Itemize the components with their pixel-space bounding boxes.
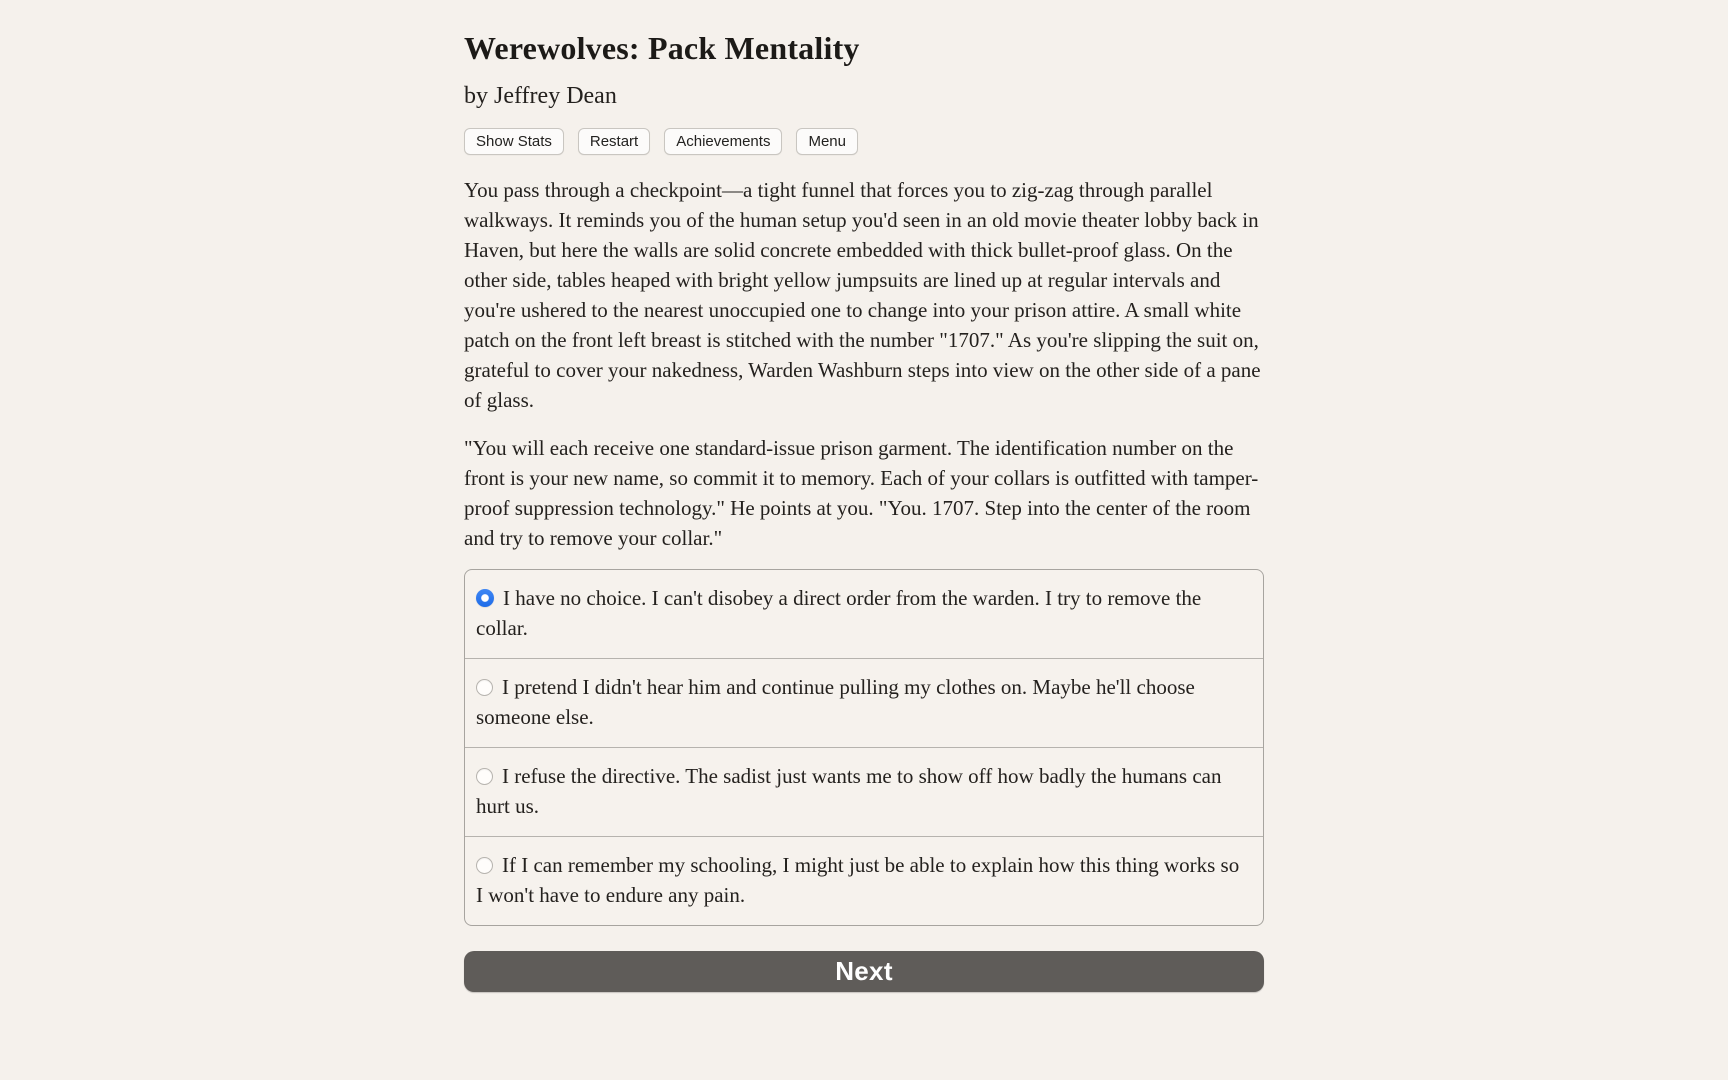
game-content [464, 0, 1264, 992]
menu-button[interactable]: Menu [796, 128, 858, 155]
story-paragraph-2: "You will each receive one standard-issue prison garment. The identification number on the front is your new name, so commit it to memory. Each of your collars is outfitted with tamper-proof suppression technology." He points at you. "You. 1707. Step into the center of the room and try to remove your collar." [464, 436, 1259, 550]
radio-button-icon[interactable] [476, 768, 493, 785]
story-paragraph-1: You pass through a checkpoint—a tight funnel that forces you to zig-zag through parallel walkways. It reminds you of the human setup you'd seen in an old movie theater lobby back in Haven, but here the walls are solid concrete embedded with thick bullet-proof glass. On the other side, tables heaped with bright yellow jumpsuits are lined up at regular intervals and you're ushered to the nearest unoccupied one to change into your prison attire. A small white patch on the front left breast is stitched with the number "1707." As you're slipping the suit on, grateful to cover your nakedness, Warden Washburn steps into view on the other side of a pane of glass. [464, 178, 1261, 412]
toolbar [464, 128, 1264, 155]
author-byline: by Jeffrey Dean [464, 83, 617, 109]
choice-label: I have no choice. I can't disobey a direct order from the warden. I try to remove the collar. [476, 586, 1202, 640]
choice-label: If I can remember my schooling, I might just be able to explain how this thing works so I won't have to endure any pain. [476, 853, 1240, 907]
page-title: Werewolves: Pack Mentality [464, 30, 860, 66]
next-button[interactable] [464, 951, 1264, 992]
restart-button[interactable]: Restart [578, 128, 650, 155]
radio-button-icon[interactable] [476, 679, 493, 696]
next-button-label: Next [835, 956, 893, 986]
show-stats-button[interactable]: Show Stats [464, 128, 564, 155]
radio-button-icon[interactable] [476, 857, 493, 874]
achievements-button[interactable]: Achievements [664, 128, 782, 155]
choice-option-4[interactable] [465, 836, 1263, 925]
choice-group [464, 569, 1264, 926]
choice-label: I refuse the directive. The sadist just wants me to show off how badly the humans can hurt us. [476, 764, 1222, 818]
radio-button-icon[interactable] [476, 589, 494, 607]
choice-option-3[interactable] [465, 747, 1263, 836]
choice-label: I pretend I didn't hear him and continue pulling my clothes on. Maybe he'll choose someone else. [476, 675, 1195, 729]
choice-option-2[interactable] [465, 658, 1263, 747]
choice-option-1[interactable] [465, 570, 1263, 658]
